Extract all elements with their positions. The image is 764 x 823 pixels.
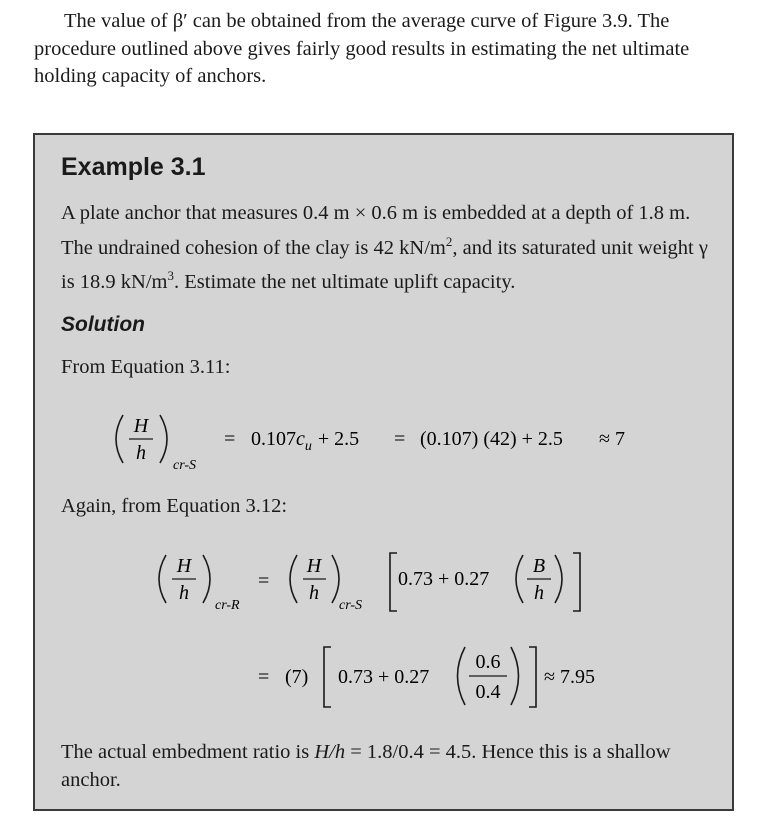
eq2-mid-subscript: cr-S — [339, 598, 363, 613]
eq1-approx: ≈ 7 — [599, 428, 625, 450]
eq1-equals-1: = — [224, 428, 236, 450]
eq2-lhs-denominator: h — [179, 582, 189, 604]
conclusion-paragraph: The actual embedment ratio is H/h = 1.8/0.4 = 4.5. Hence this is a shallow anchor. — [61, 741, 671, 791]
example-box — [33, 133, 734, 811]
eq3-denominator: 0.4 — [475, 681, 501, 703]
eq2-mid-numerator: H — [306, 555, 322, 577]
eq2-b-numerator: B — [532, 555, 546, 577]
equation-3-11-lead: From Equation 3.11: — [61, 356, 231, 378]
eq3-bracket-text: 0.73 + 0.27 — [338, 666, 430, 688]
eq1-lhs-subscript: cr-S — [173, 458, 197, 473]
example-statement: A plate anchor that measures 0.4 m × 0.6 m is embedded at a depth of 1.8 m. The undrained cohesion of the clay is 42 $kN/m^2$, and its saturated unit weight γ is 18.9 $kN/m^3$. Estimate the net ultimate uplift capacity. — [61, 202, 708, 293]
solution-title: Solution — [61, 313, 145, 336]
equation-2 — [35, 543, 732, 629]
eq1-lhs-denominator: h — [136, 442, 146, 464]
eq2-bracket-text: 0.73 + 0.27 — [398, 568, 490, 590]
eq1-rhs2: (0.107) (42) + 2.5 — [420, 428, 563, 450]
eq2-lhs-numerator: H — [176, 555, 192, 577]
eq3-approx: ≈ 7.95 — [544, 666, 595, 688]
equation-3-12-lead: Again, from Equation 3.12: — [61, 495, 288, 517]
eq2-mid-denominator: h — [309, 582, 319, 604]
eq3-numerator: 0.6 — [475, 651, 501, 673]
eq2-lhs-subscript: cr-R — [215, 598, 240, 613]
eq3-equals: = — [258, 666, 270, 688]
eq1-equals-2: = — [394, 428, 406, 450]
eq1-lhs-numerator: H — [133, 415, 149, 437]
eq2-b-denominator: h — [534, 582, 544, 604]
intro-paragraph: The value of β′ can be obtained from the average curve of Figure 3.9. The procedure outlined above gives fairly good results in estimating the net ultimate holding capacity of anchors. — [34, 10, 690, 87]
example-title: Example 3.1 — [61, 153, 206, 181]
eq2-equals: = — [258, 570, 270, 592]
equation-1 — [35, 403, 732, 479]
eq3-factor: (7) — [285, 666, 309, 688]
equation-3 — [35, 641, 732, 711]
eq1-rhs1: $0.107c_u + 2.5$ — [251, 428, 360, 454]
